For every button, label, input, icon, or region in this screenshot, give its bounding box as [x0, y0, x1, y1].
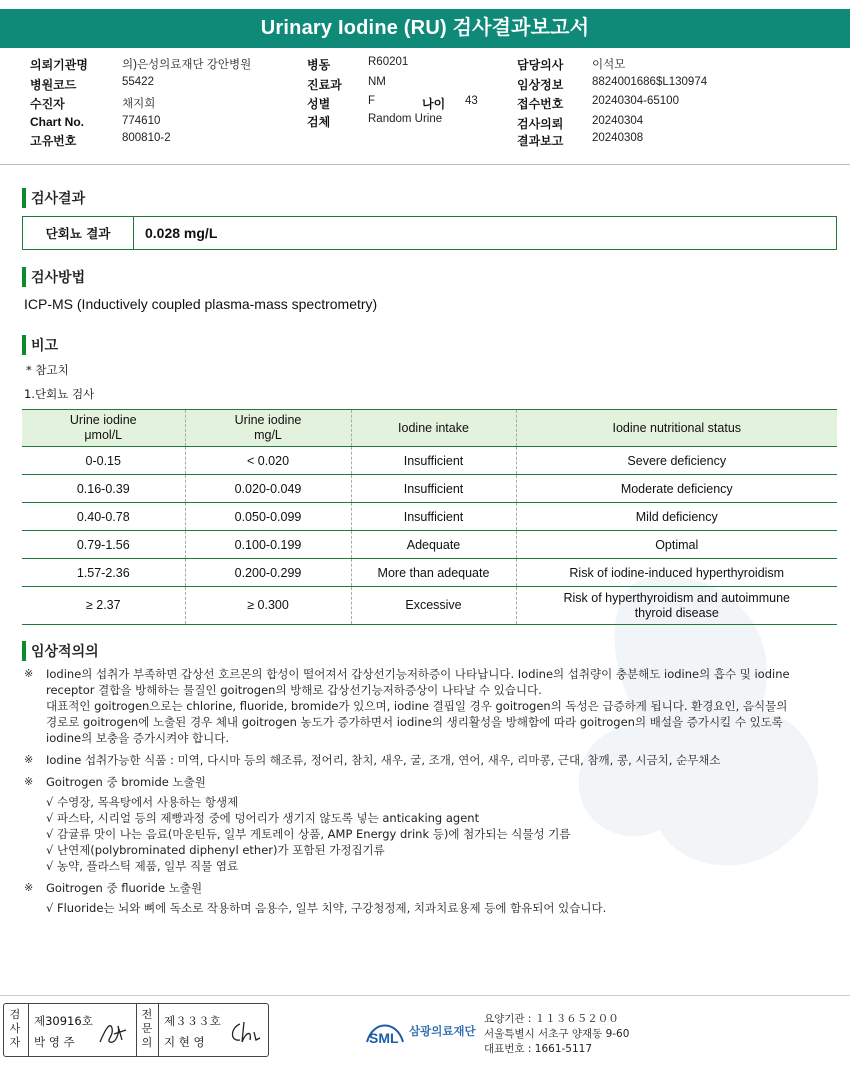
section-bar — [22, 188, 26, 208]
info-label: 검체 — [307, 115, 331, 129]
clinical-paragraph: ※ Goitrogen 중 bromide 노출원 √ 수영장, 목욕탕에서 사용하는 항생제 √ 파스타, 시리얼 등의 제빵과정 중에 덩어리가 생기지 않도록 넣는 anticaking agent √ 감귤류 맛이 나는 음료(마운틴듀, 일부 게토레이 상품, AMP Energy drink 등)에 첨가되는 식물성 기름 √ 난연제(polybrominated diphenyl ether)가 포함된 가정집기류 √ 농약, 플라스틱 제품, 일부 직물 염료 — [24, 775, 571, 873]
info-label: 의뢰기관명 — [30, 58, 88, 72]
table-row: 0.16-0.39 0.020-0.049 Insufficient Moderate deficiency — [22, 475, 837, 503]
section-method-heading — [22, 266, 85, 288]
info-label: 접수번호 — [517, 97, 564, 111]
info-label: 병동 — [307, 58, 331, 72]
info-value: 774610 — [122, 115, 161, 127]
remark-note: 1.단회뇨 검사 — [24, 387, 95, 401]
clinical-paragraph: ※ Goitrogen 중 fluoride 노출원 √ Fluoride는 뇌와 뼈에 독소로 작용하며 음용수, 일부 치약, 구강청정제, 치과치료용제 등에 함유되어 있습니다. — [24, 881, 607, 915]
specialist-name: 지 현 영 — [164, 1035, 205, 1049]
info-label: 담당의사 — [517, 58, 564, 72]
table-row: 1.57-2.36 0.200-0.299 More than adequate Risk of iodine-induced hyperthyroidism — [22, 559, 837, 587]
examiner-license: 제30916호 — [34, 1014, 93, 1028]
info-label: 진료과 — [307, 78, 342, 92]
examiner-signature-icon — [96, 1018, 130, 1048]
table-header: Urine iodine μmol/L — [22, 410, 185, 447]
footer-divider — [0, 995, 850, 996]
divider — [0, 164, 850, 165]
info-label: 수진자 — [30, 97, 65, 111]
info-value: Random Urine — [368, 113, 443, 125]
table-row: 0.79-1.56 0.100-0.199 Adequate Optimal — [22, 531, 837, 559]
info-value: 55422 — [122, 76, 154, 88]
remark-note: * 참고치 — [26, 363, 69, 377]
table-row: 0-0.15 < 0.020 Insufficient Severe deficiency — [22, 447, 837, 475]
sml-logo — [365, 1016, 476, 1046]
info-label: 검사의뢰 — [517, 117, 564, 131]
org-info: 요양기관 : １１３６５２００ 서울특별시 서초구 양재동 9-60 대표번호 : 1661-5117 — [484, 1013, 630, 1055]
info-value: 이석모 — [592, 59, 626, 71]
info-label: Chart No. — [30, 115, 84, 129]
info-value: 의)은성의료재단 강안병원 — [122, 59, 252, 71]
info-value: 20240304-65100 — [592, 95, 679, 107]
result-label: 단회뇨 결과 — [23, 217, 134, 249]
section-bar — [22, 641, 26, 661]
info-value: R60201 — [368, 56, 409, 68]
svg-text:SML: SML — [369, 1030, 399, 1046]
section-clinical-heading — [22, 640, 99, 662]
info-label: 나이 — [422, 97, 446, 111]
method-text: ICP-MS (Inductively coupled plasma-mass spectrometry) — [24, 296, 378, 312]
section-title: 검사방법 — [31, 270, 86, 286]
table-row: 0.40-0.78 0.050-0.099 Insufficient Mild deficiency — [22, 503, 837, 531]
table-header: Iodine nutritional status — [516, 410, 837, 447]
specialist-license: 제３３３호 — [164, 1014, 221, 1028]
reference-table — [22, 409, 837, 625]
report-title: Urinary Iodine (RU) 검사결과보고서 — [0, 9, 850, 48]
info-value: 43 — [465, 95, 478, 107]
info-value: 20240308 — [592, 132, 644, 144]
section-bar — [22, 267, 26, 287]
info-label: 성별 — [307, 97, 331, 111]
logo-org-name: 삼광의료재단 — [409, 1024, 476, 1038]
info-value: 8824001686$L130974 — [592, 76, 708, 88]
sml-logo-icon — [365, 1016, 405, 1046]
info-label: 병원코드 — [30, 78, 77, 92]
section-result-heading — [22, 187, 85, 209]
section-remarks-heading — [22, 334, 58, 356]
clinical-significance — [24, 666, 824, 916]
table-row: ≥ 2.37 ≥ 0.300 Excessive Risk of hyperthyroidism and autoimmune thyroid disease — [22, 587, 837, 625]
clinical-paragraph: ※ Iodine 섭취가능한 식품 : 미역, 다시마 등의 해조류, 정어리, 참치, 새우, 굴, 조개, 연어, 새우, 리마콩, 근대, 참깨, 콩, 시금치, 순무채소 — [24, 753, 721, 767]
signature-box — [3, 1003, 269, 1057]
table-header: Iodine intake — [351, 410, 516, 447]
examiner-label: 검 사 자 — [9, 1008, 21, 1049]
info-label: 결과보고 — [517, 134, 564, 148]
section-title: 임상적의의 — [31, 644, 99, 660]
result-value: 0.028 mg/L — [145, 225, 218, 241]
section-title: 검사결과 — [31, 191, 86, 207]
info-label: 고유번호 — [30, 134, 77, 148]
info-value: 20240304 — [592, 115, 644, 127]
clinical-paragraph: ※ Iodine의 섭취가 부족하면 갑상선 호르몬의 합성이 떨어져서 갑상선기능저하증이 나타납니다. Iodine의 섭취량이 충분해도 iodine의 흡수 및 iodine receptor 결합을 방해하는 물질인 goitrogen의 방해로 갑상선기능저하증상이 나타날 수 있습니다. 대표적인 goitrogen으로는 chlorine, fluoride, bromide가 있으며, iodine 결핍일 경우 goitrogen의 독성은 급증하게 됩니다. 환경요인, 음식물의 경로로 goitrogen에 노출된 경우 체내 goitrogen 농도가 증가하면서 iodine의 생리활성을 방해함에 따라 goitrogen의 배설을 증가시킬 수 있도록 iodine의 보충을 증가시켜야 합니다. — [24, 667, 790, 745]
info-value: F — [368, 95, 376, 107]
section-title: 비고 — [31, 338, 59, 354]
specialist-label: 전 문 의 — [141, 1008, 153, 1049]
section-bar — [22, 335, 26, 355]
info-value: 채지희 — [122, 98, 156, 110]
examiner-name: 박 영 주 — [34, 1035, 75, 1049]
info-label: 임상정보 — [517, 78, 564, 92]
info-value: 800810-2 — [122, 132, 171, 144]
patient-info — [0, 54, 850, 150]
specialist-signature-icon — [226, 1018, 264, 1048]
table-header: Urine iodine mg/L — [185, 410, 351, 447]
info-value: NM — [368, 76, 386, 88]
result-box — [22, 216, 837, 250]
